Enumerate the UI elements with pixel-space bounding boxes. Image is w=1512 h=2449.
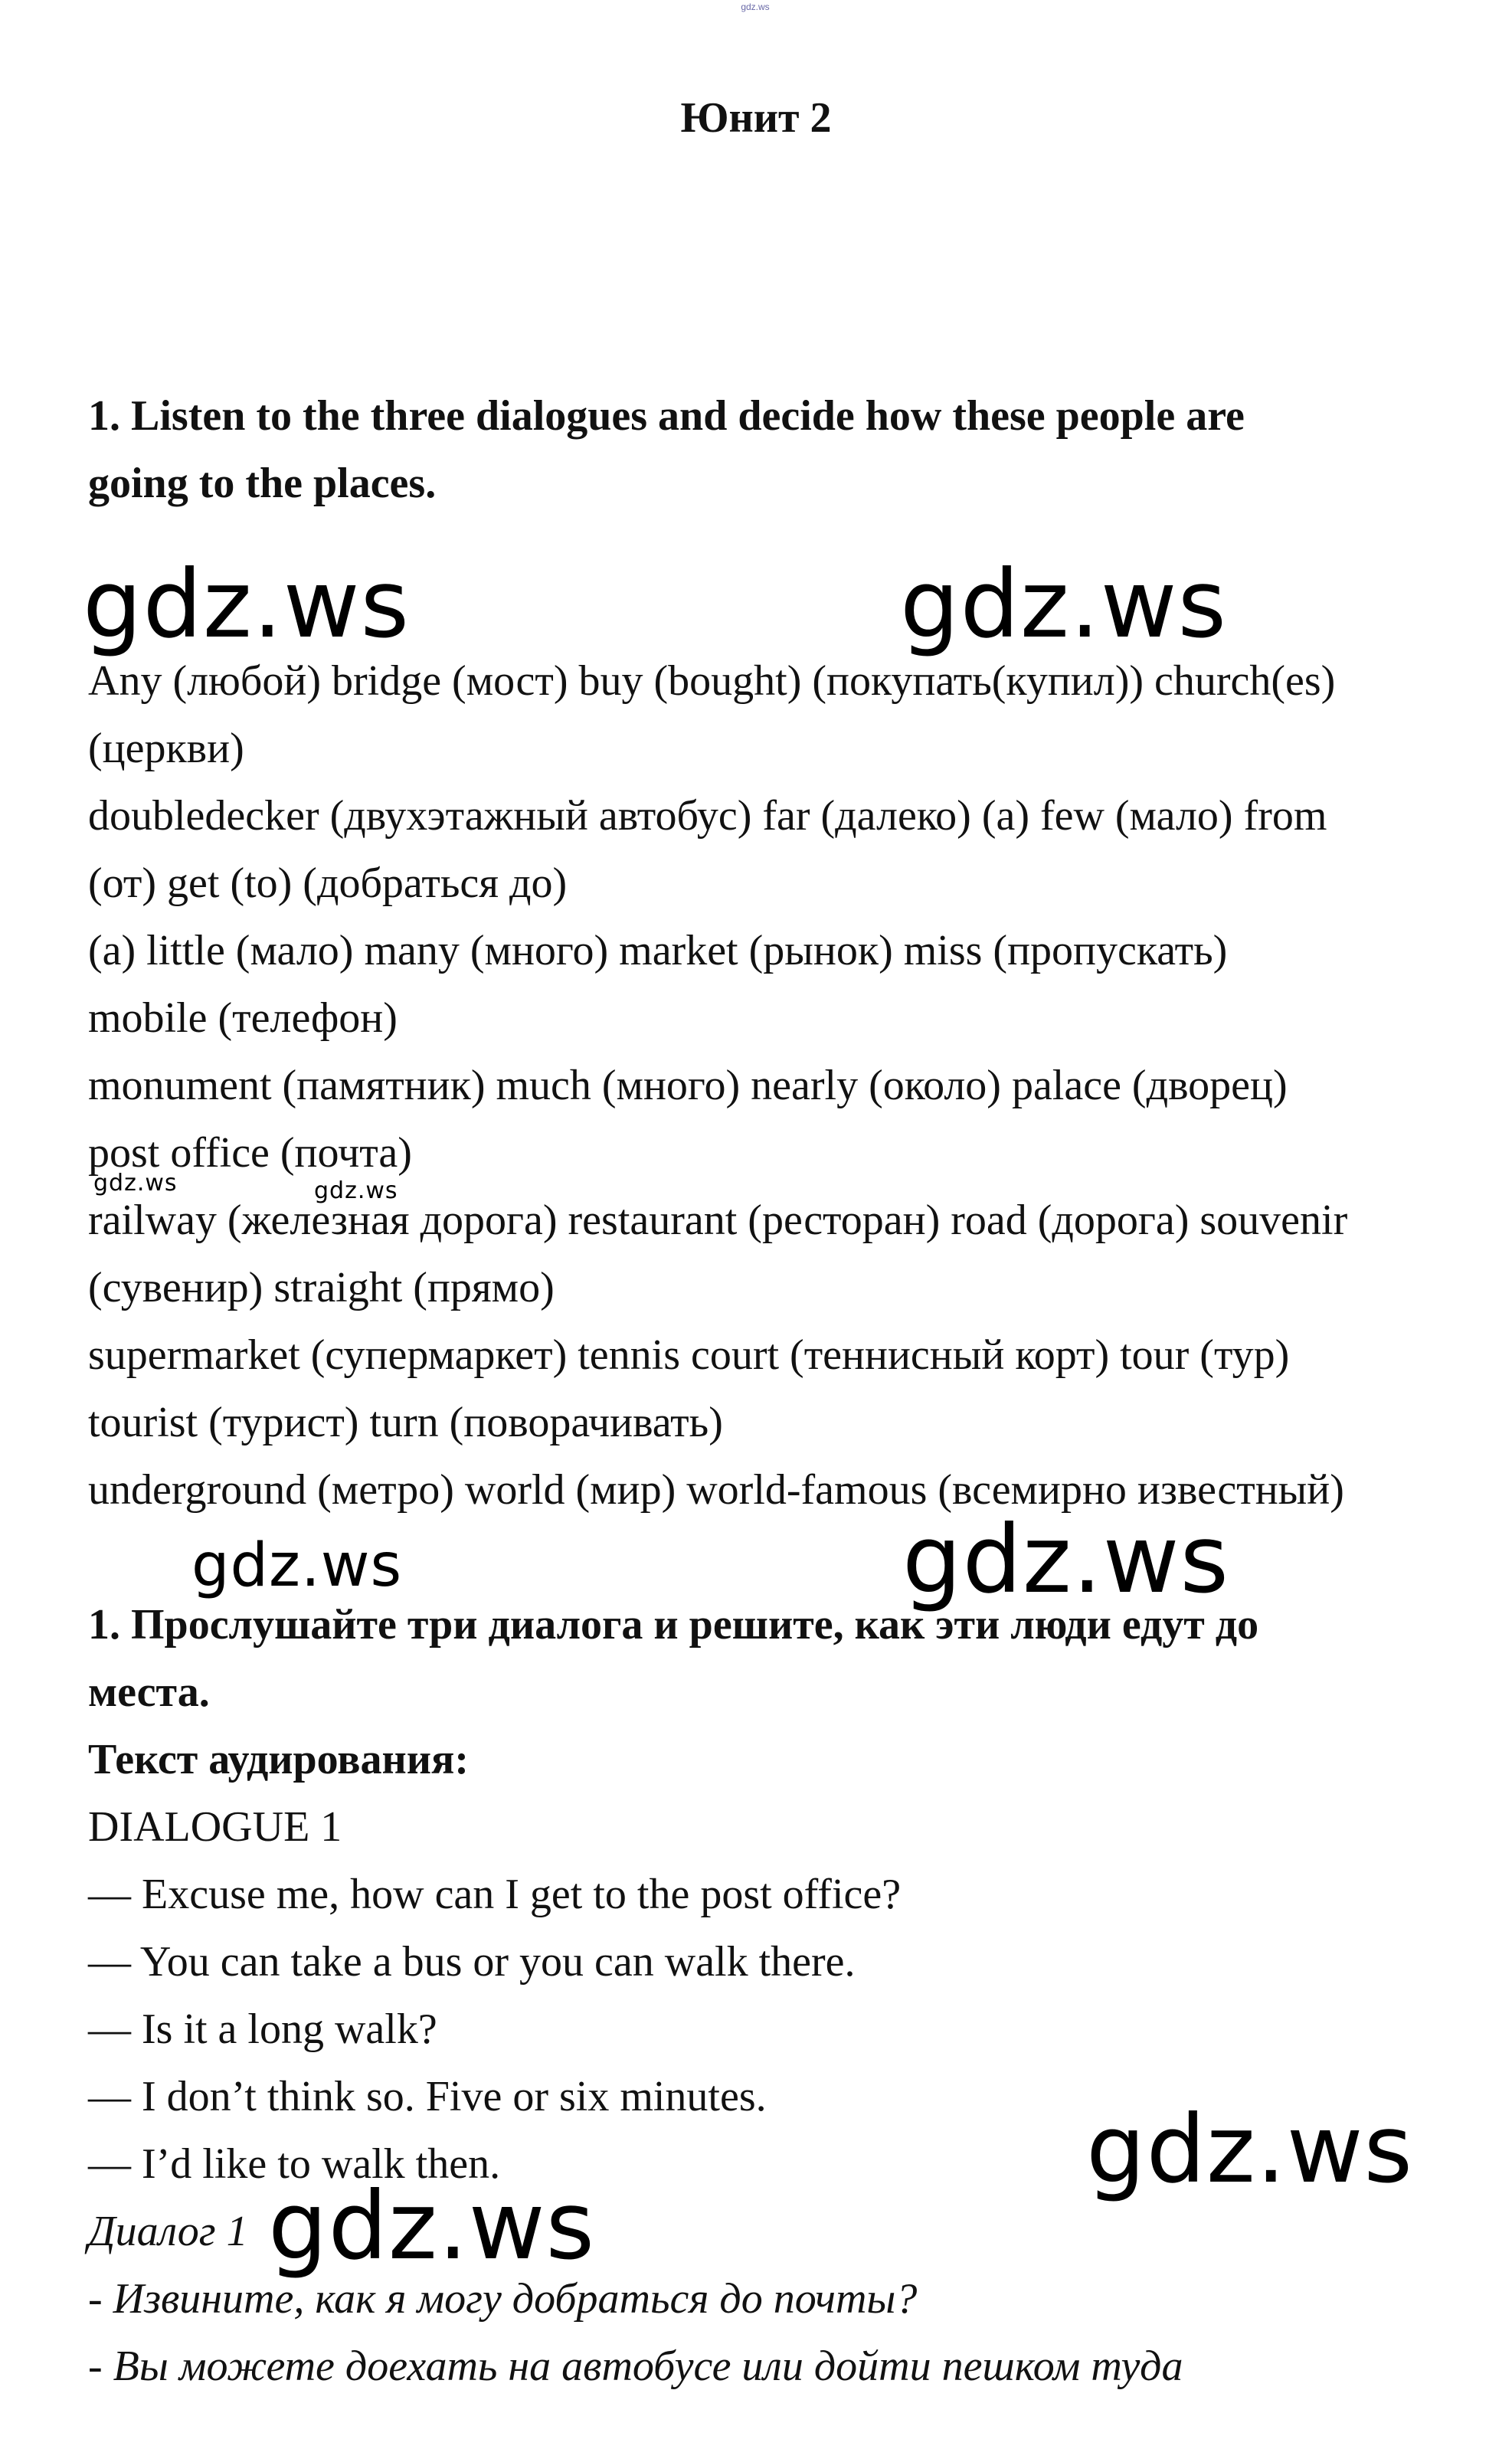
translation-line: - Извините, как я могу добраться до почты? <box>88 2275 918 2323</box>
watermark-text: gdz.ws <box>902 1505 1230 1614</box>
vocabulary-line: tourist (турист) turn (поворачивать) <box>88 1399 723 1446</box>
vocabulary-line: underground (метро) world (мир) world-famous (всемирно известный) <box>88 1466 1344 1514</box>
audio-heading: Текст аудирования: <box>88 1736 469 1783</box>
vocabulary-line: doubledecker (двухэтажный автобус) far (далеко) (a) few (мало) from <box>88 792 1327 840</box>
task-ru-line: 1. Прослушайте три диалога и решите, как эти люди едут до <box>88 1601 1259 1648</box>
watermark-text: gdz.ws <box>93 1170 178 1197</box>
vocabulary-line: monument (памятник) much (много) nearly (около) palace (дворец) <box>88 1062 1288 1109</box>
top-watermark: gdz.ws <box>741 2 770 12</box>
vocabulary-line: (сувенир) straight (прямо) <box>88 1264 555 1311</box>
watermark-text: gdz.ws <box>191 1531 403 1600</box>
vocabulary-line: (от) get (to) (добраться до) <box>88 859 568 907</box>
task-en-line: going to the places. <box>88 460 437 507</box>
vocabulary-line: (a) little (мало) many (много) market (рынок) miss (пропускать) <box>88 927 1228 974</box>
vocabulary-line: railway (железная дорога) restaurant (ресторан) road (дорога) souvenir <box>88 1197 1348 1244</box>
watermark-text: gdz.ws <box>83 550 411 659</box>
dialogue-line: — You can take a bus or you can walk there. <box>88 1938 856 1986</box>
dialogue-line: — Is it a long walk? <box>88 2005 437 2053</box>
watermark-text: gdz.ws <box>268 2172 596 2280</box>
dialogue-line: — Excuse me, how can I get to the post office? <box>88 1871 902 1918</box>
task-en-line: 1. Listen to the three dialogues and decide how these people are <box>88 392 1245 440</box>
translation-heading: Диалог 1 <box>88 2208 248 2255</box>
vocabulary-line: supermarket (супермаркет) tennis court (теннисный корт) tour (тур) <box>88 1331 1290 1379</box>
translation-line: - Вы можете доехать на автобусе или дойти пешком туда <box>88 2343 1183 2390</box>
dialogue-heading: DIALOGUE 1 <box>88 1803 342 1851</box>
task-ru-line: места. <box>88 1668 210 1716</box>
watermark-text: gdz.ws <box>1086 2095 1414 2204</box>
dialogue-line: — I don’t think so. Five or six minutes. <box>88 2073 767 2120</box>
vocabulary-line: (церкви) <box>88 725 244 772</box>
vocabulary-line: mobile (телефон) <box>88 994 398 1042</box>
dialogue-line: — I’d like to walk then. <box>88 2140 501 2188</box>
vocabulary-line: Any (любой) bridge (мост) buy (bought) (покупать(купил)) church(es) <box>88 657 1336 705</box>
page-title: Юнит 2 <box>680 94 832 142</box>
watermark-text: gdz.ws <box>900 550 1228 659</box>
vocabulary-line: post office (почта) <box>88 1129 412 1177</box>
watermark-text: gdz.ws <box>314 1177 398 1204</box>
